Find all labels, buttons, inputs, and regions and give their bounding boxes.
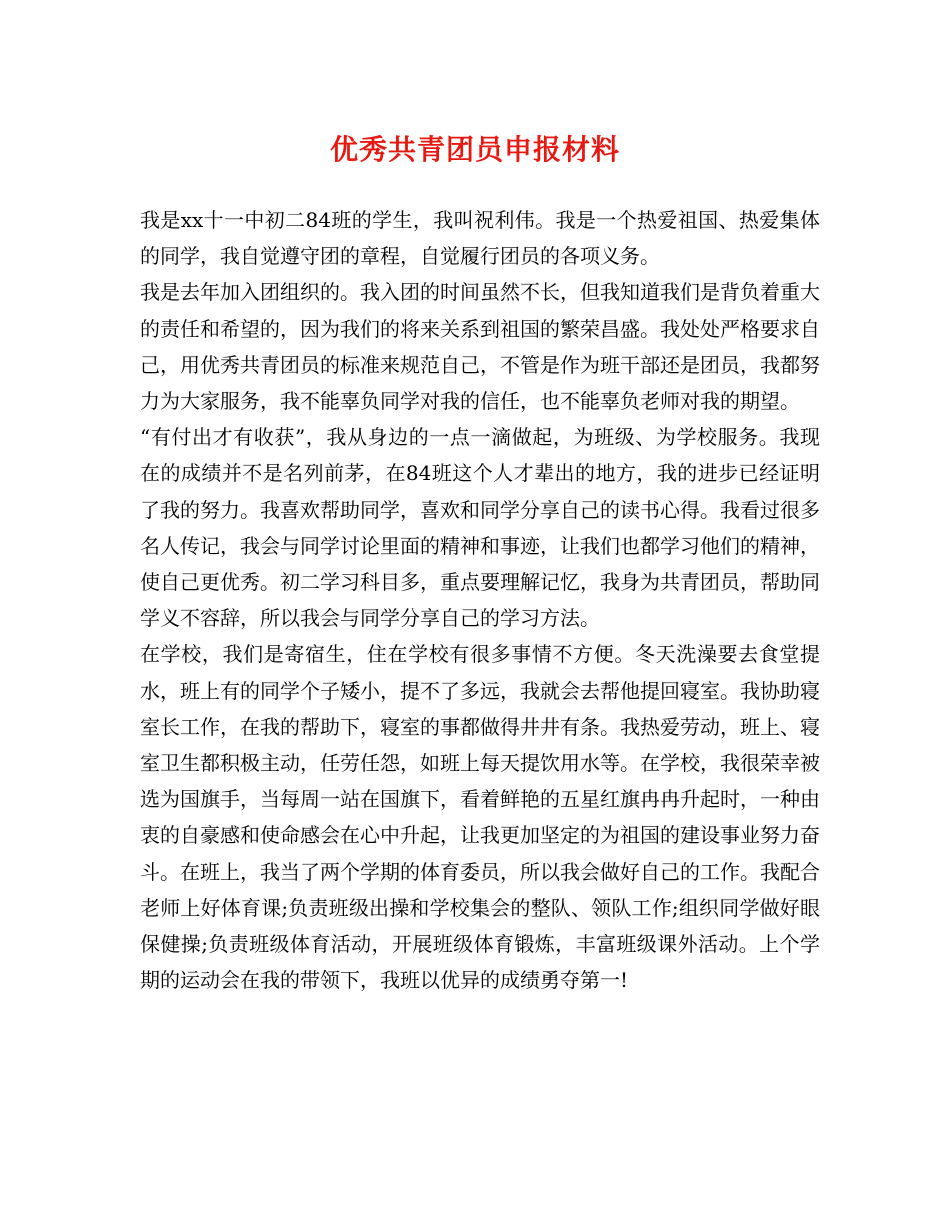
paragraph-school-life: 在学校，我们是寄宿生，住在学校有很多事情不方便。冬天洗澡要去食堂提水，班上有的同学个子矮小，提不了多远，我就会去帮他提回寝室。我协助寝室长工作，在我的帮助下，寝室的事都做得井井有条。我热爱劳动，班上、寝室卫生都积极主动，任劳任怨，如班上每天提饮用水等。在学校，我很荣幸被选为国旗手，当每周一站在国旗下，看着鲜艳的五星红旗冉冉升起时，一种由衷的自豪感和使命感会在心中升起，让我更加坚定的为祖国的建设事业努力奋斗。在班上，我当了两个学期的体育委员，所以我会做好自己的工作。我配合老师上好体育课;负责班级出操和学校集会的整队、领队工作;组织同学做好眼保健操;负责班级体育活动，开展班级体育锻炼，丰富班级课外活动。上个学期的运动会在我的带领下，我班以优异的成绩勇夺第一! <box>140 642 820 993</box>
paragraph-intro: 我是xx十一中初二84班的学生，我叫祝利伟。我是一个热爱祖国、热爱集体的同学，我自觉遵守团的章程，自觉履行团员的各项义务。 <box>140 208 820 269</box>
document-title: 优秀共青团员申报材料 <box>329 133 620 166</box>
paragraph-joining: 我是去年加入团组织的。我入团的时间虽然不长，但我知道我们是背负着重大的责任和希望的，因为我们的将来关系到祖国的繁荣昌盛。我处处严格要求自己，用优秀共青团员的标准来规范自己，不管是作为班干部还是团员，我都努力为大家服务，我不能辜负同学对我的信任，也不能辜负老师对我的期望。 <box>140 280 820 414</box>
document-body <box>140 202 820 998</box>
paragraph-study: “有付出才有收获”，我从身边的一点一滴做起，为班级、为学校服务。我现在的成绩并不是名列前茅，在84班这个人才辈出的地方，我的进步已经证明了我的努力。我喜欢帮助同学，喜欢和同学分享自己的读书心得。我看过很多名人传记，我会与同学讨论里面的精神和事迹，让我们也都学习他们的精神，使自己更优秀。初二学习科目多，重点要理解记忆，我身为共青团员，帮助同学义不容辞，所以我会与同学分享自己的学习方法。 <box>140 425 820 631</box>
